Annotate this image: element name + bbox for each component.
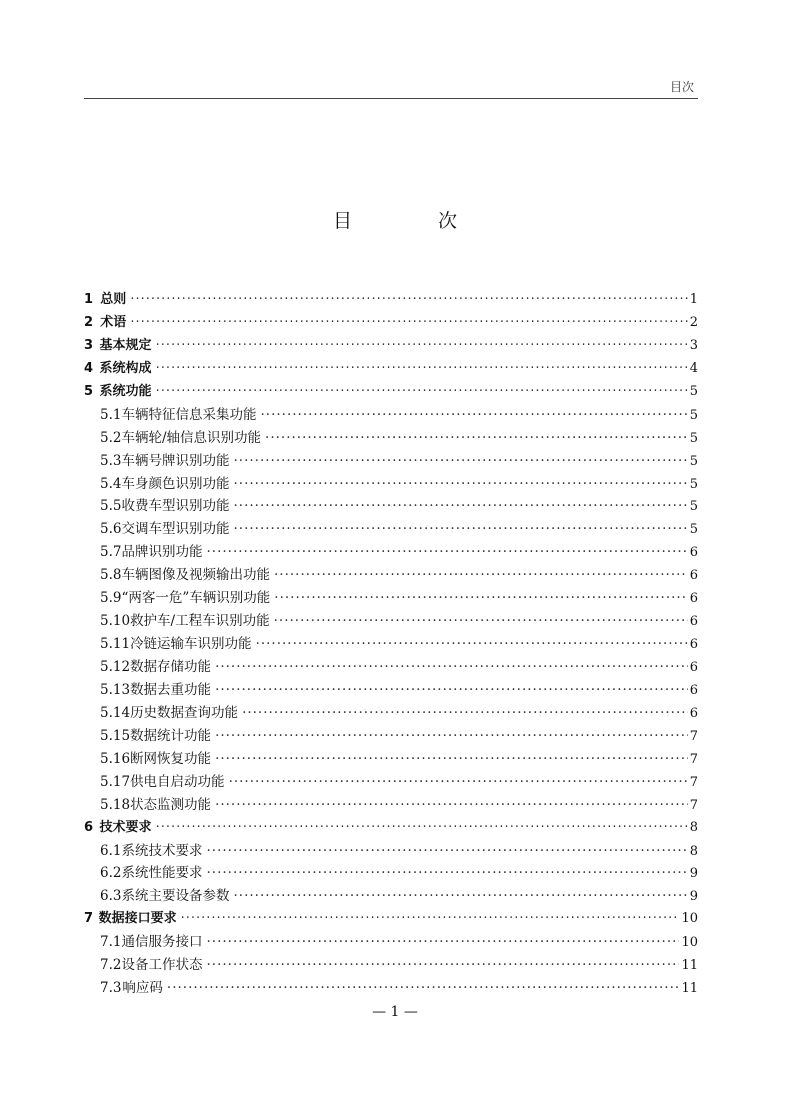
toc-entry-page: 7 [689, 797, 698, 813]
dot-leader [156, 358, 688, 381]
toc-entry[interactable] [84, 312, 698, 335]
toc-entry-title: 车辆轮/轴信息识别功能 [121, 429, 262, 446]
dot-leader [181, 908, 680, 931]
dot-leader [233, 495, 687, 518]
toc-entry[interactable] [84, 954, 698, 977]
running-header: 目次 [669, 80, 694, 94]
dot-leader [265, 427, 688, 450]
dot-leader [156, 335, 688, 358]
dot-leader [167, 977, 680, 1000]
toc-entry[interactable] [84, 679, 698, 702]
toc-entry-title: 数据统计功能 [130, 727, 212, 744]
toc-entry-page: 1 [689, 292, 698, 307]
dot-leader [215, 748, 688, 771]
toc-entry-page: 5 [689, 383, 698, 399]
dot-leader [215, 656, 688, 679]
toc-entry[interactable] [84, 541, 698, 564]
toc-entry-title: 系统功能 [99, 383, 152, 399]
toc-entry-page: 10 [681, 911, 698, 927]
toc-entry-number: 5.16 [100, 750, 131, 767]
toc-entry-title: 断网恢复功能 [130, 750, 212, 767]
toc-entry[interactable] [84, 610, 698, 633]
dot-leader [156, 817, 688, 840]
toc-entry-number: 7.3 [100, 980, 122, 997]
toc-entry-title: 系统技术要求 [121, 842, 203, 859]
toc-entry-page: 5 [689, 476, 698, 492]
dot-leader [242, 702, 688, 725]
toc-entry[interactable] [84, 564, 698, 587]
toc-entry-page: 6 [689, 637, 698, 653]
toc-entry-number: 5.17 [100, 773, 131, 790]
toc-entry[interactable] [84, 908, 698, 931]
dot-leader [156, 381, 688, 404]
toc-entry-page: 5 [689, 522, 698, 538]
toc-entry[interactable] [84, 840, 698, 863]
dot-leader [130, 312, 687, 335]
dot-leader [130, 289, 687, 312]
page-number: — 1 — [372, 1004, 418, 1020]
toc-entry-title: 系统主要设备参数 [121, 888, 230, 905]
toc-entry-number: 6.2 [100, 865, 122, 882]
toc-entry-number: 5.11 [100, 636, 131, 653]
toc-entry[interactable] [84, 771, 698, 794]
toc-entry-title: 车辆特征信息采集功能 [121, 406, 257, 423]
toc-entry-number: 5.14 [100, 704, 131, 721]
toc-entry-page: 6 [689, 614, 698, 630]
toc-entry-number: 5.2 [100, 429, 122, 446]
toc-entry-page: 7 [689, 751, 698, 767]
toc-entry-number: 5.18 [100, 796, 131, 813]
toc-entry[interactable] [84, 587, 698, 610]
toc-entry-number: 5.9 [100, 590, 122, 607]
toc-entry-page: 7 [689, 728, 698, 744]
toc-entry[interactable] [84, 633, 698, 656]
dot-leader [274, 587, 687, 610]
toc-entry-number: 5.6 [100, 521, 122, 538]
table-of-contents [84, 289, 698, 1000]
toc-entry-number: 5.10 [100, 613, 131, 630]
toc-entry-page: 3 [689, 337, 698, 353]
toc-entry-number: 5.7 [100, 544, 122, 561]
toc-entry[interactable] [84, 404, 698, 427]
toc-entry[interactable] [84, 862, 698, 885]
toc-entry-page: 6 [689, 545, 698, 561]
toc-entry-title: 收费车型识别功能 [121, 498, 230, 515]
toc-entry-title: 车身颜色识别功能 [121, 475, 230, 492]
toc-entry-page: 5 [689, 430, 698, 446]
toc-entry-page: 6 [689, 591, 698, 607]
toc-entry-page: 5 [689, 407, 698, 423]
toc-entry-title: 车辆号牌识别功能 [121, 452, 230, 469]
toc-entry-page: 6 [689, 705, 698, 721]
toc-entry[interactable] [84, 473, 698, 496]
dot-leader [206, 931, 679, 954]
toc-entry[interactable] [84, 725, 698, 748]
toc-entry-title: 车辆图像及视频输出功能 [121, 567, 270, 584]
dot-leader [206, 541, 687, 564]
toc-entry[interactable] [84, 427, 698, 450]
toc-entry-page: 6 [689, 682, 698, 698]
toc-entry-number: 5.12 [100, 659, 131, 675]
toc-entry-title: 技术要求 [99, 819, 152, 835]
dot-leader [206, 954, 679, 977]
toc-entry[interactable] [84, 702, 698, 725]
toc-entry-title: 冷链运输车识别功能 [130, 636, 252, 653]
toc-entry-number: 5.3 [100, 452, 122, 469]
dot-leader [274, 610, 688, 633]
toc-entry-page: 9 [689, 889, 698, 905]
toc-entry-title: 数据接口要求 [98, 911, 177, 927]
toc-entry-number: 6 [84, 819, 94, 835]
toc-entry-page: 2 [689, 314, 698, 330]
toc-entry[interactable] [84, 450, 698, 473]
toc-entry-number: 2 [84, 314, 94, 330]
toc-entry-title: 通信服务接口 [121, 934, 203, 951]
toc-entry[interactable] [84, 748, 698, 771]
toc-entry-number: 5.15 [100, 727, 131, 744]
toc-entry[interactable] [84, 381, 698, 404]
toc-entry-number: 5.1 [100, 406, 122, 423]
toc-entry-title: 品牌识别功能 [121, 544, 203, 561]
toc-entry-page: 6 [689, 568, 698, 584]
toc-entry-title: 数据存储功能 [130, 659, 212, 675]
toc-entry[interactable] [84, 518, 698, 541]
toc-entry-number: 1 [84, 292, 94, 307]
toc-entry-page: 8 [689, 819, 698, 835]
dot-leader [274, 564, 688, 587]
toc-entry-title: 设备工作状态 [121, 957, 203, 974]
toc-entry-number: 6.3 [100, 888, 122, 905]
dot-leader [260, 404, 687, 427]
toc-entry[interactable] [84, 358, 698, 381]
toc-entry-title: 系统性能要求 [121, 865, 203, 882]
toc-entry-number: 5.8 [100, 567, 122, 584]
toc-entry[interactable] [84, 977, 698, 1000]
toc-entry-page: 6 [689, 660, 698, 675]
toc-entry-number: 5.5 [100, 498, 122, 515]
dot-leader [229, 771, 688, 794]
toc-entry-page: 7 [689, 774, 698, 790]
toc-entry-title: 系统构成 [99, 360, 152, 376]
toc-entry[interactable] [84, 289, 698, 312]
toc-entry[interactable] [84, 794, 698, 817]
toc-entry-number: 7.2 [100, 957, 122, 974]
toc-entry[interactable] [84, 495, 698, 518]
page-title: 目 次 [332, 210, 498, 232]
dot-leader [233, 450, 687, 473]
toc-entry-page: 5 [689, 499, 698, 515]
toc-entry-number: 4 [84, 360, 94, 376]
toc-entry[interactable] [84, 931, 698, 954]
toc-entry-title: 供电自启动功能 [130, 773, 225, 790]
toc-entry[interactable] [84, 817, 698, 840]
toc-entry-page: 11 [681, 981, 698, 997]
dot-leader [233, 473, 687, 496]
toc-entry-page: 10 [681, 935, 698, 951]
toc-entry-page: 8 [689, 843, 698, 859]
toc-entry-page: 5 [689, 453, 698, 469]
dot-leader [206, 840, 687, 863]
toc-entry-page: 11 [681, 958, 698, 974]
toc-entry-title: “两客一危”车辆识别功能 [121, 590, 271, 607]
dot-leader [215, 679, 688, 702]
toc-entry-number: 7 [84, 911, 94, 927]
dot-leader [233, 885, 687, 908]
toc-entry-title: 响应码 [122, 980, 163, 997]
toc-entry-number: 6.1 [100, 842, 122, 859]
toc-entry-title: 交调车型识别功能 [121, 521, 230, 538]
toc-entry-number: 5 [84, 383, 94, 399]
toc-entry-page: 4 [689, 360, 698, 376]
toc-entry-title: 历史数据查询功能 [130, 704, 239, 721]
dot-leader [256, 633, 688, 656]
toc-entry-title: 救护车/工程车识别功能 [130, 613, 270, 630]
toc-entry-title: 基本规定 [99, 337, 152, 353]
toc-entry-title: 数据去重功能 [130, 681, 212, 698]
toc-entry[interactable] [84, 885, 698, 908]
header-divider [84, 98, 698, 99]
dot-leader [233, 518, 687, 541]
toc-entry[interactable] [84, 656, 698, 679]
toc-entry-number: 5.13 [100, 681, 131, 698]
toc-entry-title: 术语 [100, 314, 127, 330]
dot-leader [215, 794, 688, 817]
dot-leader [206, 862, 687, 885]
toc-entry[interactable] [84, 335, 698, 358]
toc-entry-title: 总则 [100, 292, 127, 307]
toc-entry-number: 3 [84, 337, 94, 353]
toc-entry-number: 7.1 [100, 934, 122, 951]
toc-entry-title: 状态监测功能 [130, 796, 212, 813]
toc-entry-page: 9 [689, 866, 698, 882]
toc-entry-number: 5.4 [100, 475, 122, 492]
dot-leader [215, 725, 688, 748]
